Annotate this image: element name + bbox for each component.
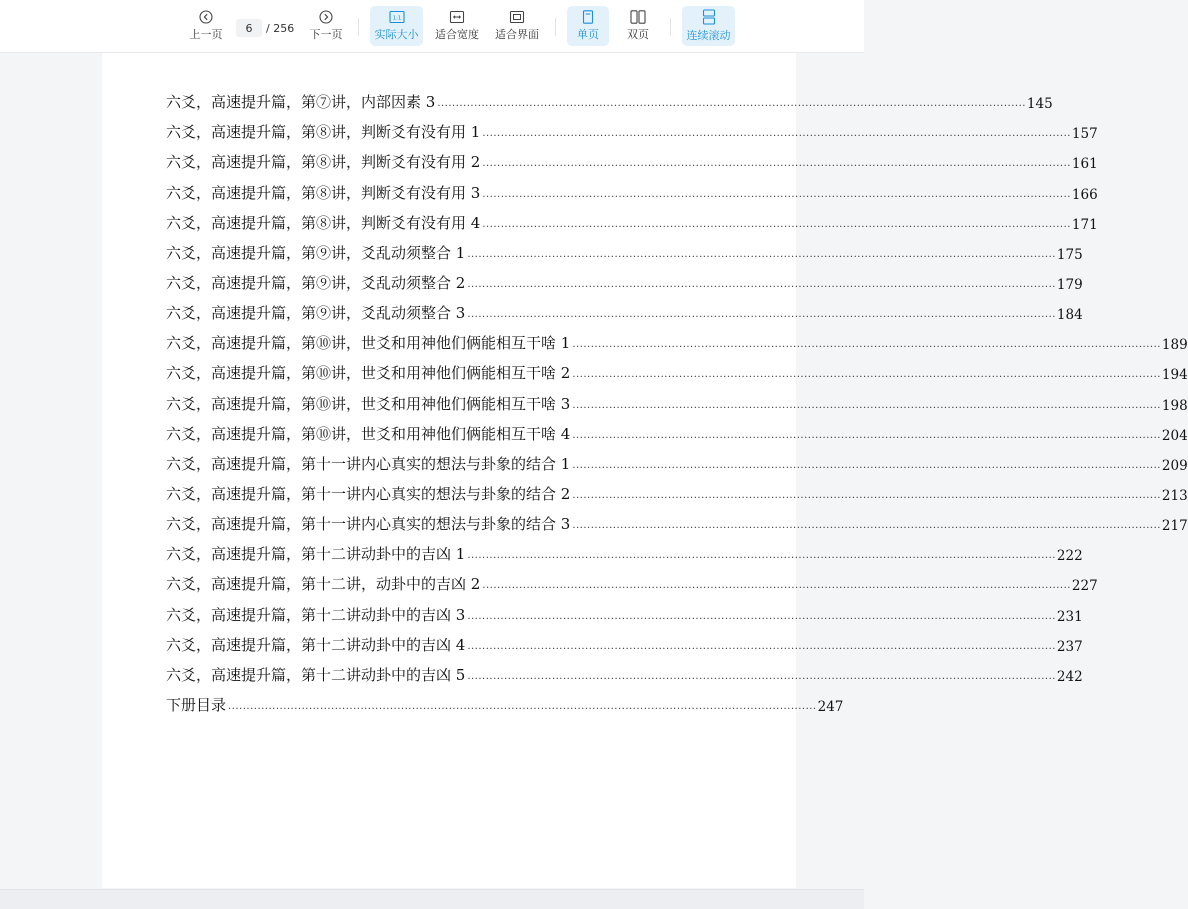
continuous-scroll-button[interactable] bbox=[682, 6, 735, 46]
toc-leader-dots: ................................................................................................................................................................ bbox=[572, 339, 1161, 351]
toc-entry-title: 六爻，高速提升篇，第⑩讲，世爻和用神他们俩能相互干啥 1 bbox=[166, 334, 571, 353]
toc-entry-title: 六爻，高速提升篇，第⑧讲，判断爻有没有用 1 bbox=[166, 123, 481, 142]
single-page-label: 单页 bbox=[577, 28, 599, 41]
toc-leader-dots: ................................................................................................................................................................ bbox=[482, 188, 1071, 200]
toc-entry-title: 下册目录 bbox=[166, 695, 227, 714]
chevron-right-circle-icon bbox=[319, 10, 333, 24]
total-pages: / 256 bbox=[266, 21, 295, 35]
toc-entry-page: 157 bbox=[1071, 126, 1098, 143]
toc-leader-dots: ................................................................................................................................................................ bbox=[572, 489, 1161, 501]
page-number-input[interactable] bbox=[236, 19, 262, 37]
toc-entry-title: 六爻，高速提升篇，第⑨讲，爻乱动须整合 3 bbox=[166, 304, 466, 323]
toc-entry[interactable] bbox=[166, 655, 1083, 685]
toc-entry[interactable] bbox=[166, 474, 1188, 504]
toc-entry[interactable] bbox=[166, 685, 844, 715]
fit-page-label: 适合界面 bbox=[495, 28, 539, 41]
toc-entry[interactable] bbox=[166, 112, 1098, 143]
continuous-scroll-icon bbox=[702, 9, 716, 25]
next-page-button[interactable] bbox=[306, 6, 346, 46]
toc-entry[interactable] bbox=[166, 203, 1098, 233]
toc-leader-dots: ................................................................................................................................................................ bbox=[467, 550, 1056, 562]
toc-leader-dots: ................................................................................................................................................................ bbox=[467, 610, 1056, 622]
toc-entry-title: 六爻，高速提升篇，第⑧讲，判断爻有没有用 4 bbox=[166, 213, 481, 232]
toc-entry[interactable] bbox=[166, 353, 1188, 384]
toc-leader-dots: ................................................................................................................................................................ bbox=[228, 700, 817, 712]
horizontal-scrollbar[interactable] bbox=[0, 889, 864, 909]
toc-entry-page: 194 bbox=[1161, 367, 1188, 384]
toc-leader-dots: ................................................................................................................................................................ bbox=[572, 520, 1161, 532]
toc-entry-title: 六爻，高速提升篇，第十二讲动卦中的吉凶 5 bbox=[166, 665, 466, 684]
toc-entry[interactable] bbox=[166, 504, 1188, 535]
toc-entry-title: 六爻，高速提升篇，第十二讲，动卦中的吉凶 2 bbox=[166, 575, 481, 594]
toc-entry[interactable] bbox=[166, 233, 1083, 263]
toc-entry-page: 179 bbox=[1056, 276, 1083, 293]
toolbar-divider bbox=[555, 18, 556, 36]
toc-entry[interactable] bbox=[166, 82, 1053, 113]
toc-entry-page: 166 bbox=[1071, 186, 1098, 203]
toc-entry-page: 242 bbox=[1056, 668, 1083, 685]
toc-entry[interactable] bbox=[166, 293, 1083, 324]
double-page-icon bbox=[630, 10, 646, 24]
toc-leader-dots: ................................................................................................................................................................ bbox=[437, 98, 1026, 110]
fit-page-button[interactable] bbox=[492, 6, 542, 46]
toc-entry-page: 247 bbox=[817, 698, 844, 715]
toc-entry[interactable] bbox=[166, 625, 1083, 655]
fit-page-icon bbox=[509, 10, 525, 24]
toc-entry[interactable] bbox=[166, 414, 1188, 444]
toc-entry-page: 175 bbox=[1056, 246, 1083, 263]
toc-entry-title: 六爻，高速提升篇，第十二讲动卦中的吉凶 3 bbox=[166, 605, 466, 624]
toc-entry-title: 六爻，高速提升篇，第⑨讲，爻乱动须整合 2 bbox=[166, 273, 466, 292]
toc-entry-title: 六爻，高速提升篇，第⑩讲，世爻和用神他们俩能相互干啥 2 bbox=[166, 364, 571, 383]
prev-page-label: 上一页 bbox=[189, 28, 223, 41]
toc-leader-dots: ................................................................................................................................................................ bbox=[467, 248, 1056, 260]
toc-entry-title: 六爻，高速提升篇，第⑨讲，爻乱动须整合 1 bbox=[166, 243, 466, 262]
toc-entry[interactable] bbox=[166, 142, 1098, 173]
actual-size-label: 实际大小 bbox=[374, 28, 419, 41]
page-indicator bbox=[236, 18, 294, 38]
toc-leader-dots: ................................................................................................................................................................ bbox=[572, 399, 1161, 411]
toc-entry-title: 六爻，高速提升篇，第十一讲内心真实的想法与卦象的结合 3 bbox=[166, 515, 571, 534]
continuous-scroll-label: 连续滚动 bbox=[686, 29, 731, 42]
prev-page-button[interactable] bbox=[186, 6, 226, 46]
toc-leader-dots: ................................................................................................................................................................ bbox=[467, 309, 1056, 321]
toc-entry[interactable] bbox=[166, 594, 1083, 625]
toc-entry-page: 237 bbox=[1056, 638, 1083, 655]
chevron-left-circle-icon bbox=[199, 10, 213, 24]
toc-entry-title: 六爻，高速提升篇，第⑩讲，世爻和用神他们俩能相互干啥 3 bbox=[166, 394, 571, 413]
toc-leader-dots: ................................................................................................................................................................ bbox=[572, 429, 1161, 441]
toc-entry-page: 145 bbox=[1026, 96, 1053, 113]
toc-entry-title: 六爻，高速提升篇，第⑦讲，内部因素 3 bbox=[166, 93, 436, 112]
toc-entry-title: 六爻，高速提升篇，第⑧讲，判断爻有没有用 2 bbox=[166, 153, 481, 172]
next-page-label: 下一页 bbox=[309, 28, 343, 41]
toc-entry[interactable] bbox=[166, 323, 1188, 354]
double-page-label: 双页 bbox=[627, 28, 649, 41]
toc-entry-page: 161 bbox=[1071, 156, 1098, 173]
toolbar-divider bbox=[358, 18, 359, 36]
viewer-toolbar bbox=[0, 0, 864, 53]
toc-entry-page: 204 bbox=[1161, 427, 1188, 444]
actual-size-icon-text: 1:1 bbox=[392, 15, 401, 22]
toc-entry-page: 189 bbox=[1161, 337, 1188, 354]
toc-entry-page: 184 bbox=[1056, 307, 1083, 324]
actual-size-button[interactable] bbox=[370, 6, 423, 46]
toc-entry-page: 213 bbox=[1161, 487, 1188, 504]
toc-entry-title: 六爻，高速提升篇，第十二讲动卦中的吉凶 4 bbox=[166, 635, 466, 654]
fit-width-icon bbox=[449, 10, 465, 24]
toc-entry[interactable] bbox=[166, 263, 1083, 293]
toc-entry-page: 198 bbox=[1161, 397, 1188, 414]
toc-leader-dots: ................................................................................................................................................................ bbox=[482, 128, 1071, 140]
single-page-icon bbox=[581, 10, 595, 24]
toc-entry[interactable] bbox=[166, 172, 1098, 203]
toc-entry-title: 六爻，高速提升篇，第十一讲内心真实的想法与卦象的结合 2 bbox=[166, 484, 571, 503]
toc-leader-dots: ................................................................................................................................................................ bbox=[467, 640, 1056, 652]
fit-width-button[interactable] bbox=[432, 6, 482, 46]
toolbar-divider bbox=[670, 18, 671, 36]
toc-entry-title: 六爻，高速提升篇，第十一讲内心真实的想法与卦象的结合 1 bbox=[166, 454, 571, 473]
toc-leader-dots: ................................................................................................................................................................ bbox=[467, 278, 1056, 290]
toc-leader-dots: ................................................................................................................................................................ bbox=[482, 158, 1071, 170]
fit-width-label: 适合宽度 bbox=[435, 28, 479, 41]
toc-entry-page: 231 bbox=[1056, 608, 1083, 625]
toc-entry-page: 171 bbox=[1071, 216, 1098, 233]
toc-entry[interactable] bbox=[166, 534, 1083, 565]
double-page-button[interactable] bbox=[617, 6, 659, 46]
actual-size-icon bbox=[389, 10, 405, 24]
toc-leader-dots: ................................................................................................................................................................ bbox=[482, 218, 1071, 230]
toc-entry-page: 209 bbox=[1161, 457, 1188, 474]
toc-entry[interactable] bbox=[166, 444, 1188, 474]
toc-leader-dots: ................................................................................................................................................................ bbox=[467, 670, 1056, 682]
toc-entry-page: 222 bbox=[1056, 548, 1083, 565]
toc-leader-dots: ................................................................................................................................................................ bbox=[572, 459, 1161, 471]
toc-leader-dots: ................................................................................................................................................................ bbox=[572, 369, 1161, 381]
toc-leader-dots: ................................................................................................................................................................ bbox=[482, 580, 1071, 592]
toc-entry[interactable] bbox=[166, 383, 1188, 414]
toc-entry-title: 六爻，高速提升篇，第⑧讲，判断爻有没有用 3 bbox=[166, 183, 481, 202]
toc-entry-title: 六爻，高速提升篇，第⑩讲，世爻和用神他们俩能相互干啥 4 bbox=[166, 424, 571, 443]
toc-entry-title: 六爻，高速提升篇，第十二讲动卦中的吉凶 1 bbox=[166, 545, 466, 564]
single-page-button[interactable] bbox=[567, 6, 609, 46]
table-of-contents bbox=[166, 82, 1188, 715]
toc-entry[interactable] bbox=[166, 564, 1098, 595]
toc-entry-page: 227 bbox=[1071, 578, 1098, 595]
toc-entry-page: 217 bbox=[1161, 518, 1188, 535]
